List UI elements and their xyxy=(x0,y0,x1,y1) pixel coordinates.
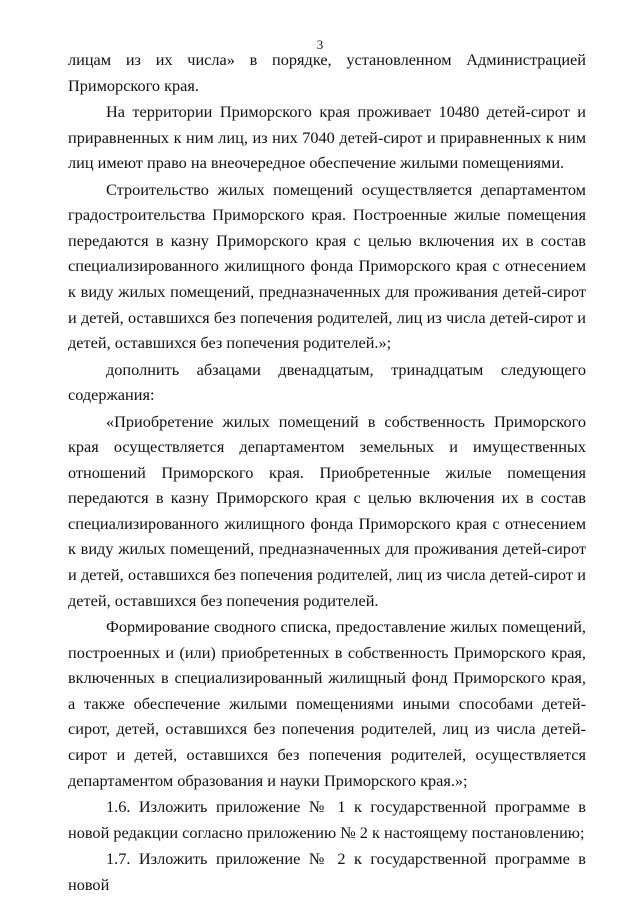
paragraph-list-formation: Формирование сводного списка, предоставление жилых помещений, построенных и (или) приобретенных в собственность Приморского края, включенных в специализированный жилищный фонд Приморского края, а также обеспечение жилыми помещениями иными способами детей-сирот, детей, оставшихся без попечения родителей, лиц из числа детей-сирот и детей, оставшихся без попечения родителей, осуществляется департаментом образования и науки Приморского края.»; xyxy=(68,617,586,790)
paragraph-item-1-6: 1.6. Изложить приложение № 1 к государственной программе в новой редакции согласно приложению № 2 к настоящему постановлению; xyxy=(68,797,586,842)
document-body xyxy=(68,47,586,898)
paragraph-continuation: лицам из их числа» в порядке, установленном Администрацией Приморского края. xyxy=(68,50,586,95)
page-number: 3 xyxy=(316,37,324,52)
paragraph-item-1-7: 1.7. Изложить приложение № 2 к государственной программе в новой xyxy=(68,848,586,894)
paragraph-construction: Строительство жилых помещений осуществляется департаментом градостроительства Приморского края. Построенные жилые помещения передаются в казну Приморского края с целью включения их в состав специализированного жилищного фонда Приморского края с отнесением к виду жилых помещений, предназначенных для проживания детей-сирот и детей, оставшихся без попечения родителей, лиц из числа детей-сирот и детей, оставшихся без попечения родителей.»; xyxy=(68,179,586,353)
paragraph-amend-instruction: дополнить абзацами двенадцатым, тринадцатым следующего содержания: xyxy=(68,359,586,405)
paragraph-orphans-count: На территории Приморского края проживает 10480 детей-сирот и приравненных к ним лиц, из них 7040 детей-сирот и приравненных к ним лиц имеют право на внеочередное обеспечение жилыми помещениями. xyxy=(68,101,586,173)
paragraph-acquisition: «Приобретение жилых помещений в собственность Приморского края осуществляется департаментом земельных и имущественных отношений Приморского края. Приобретенные жилые помещения передаются в казну Приморского края с целью включения их в состав специализированного жилищного фонда Приморского края с отнесением к виду жилых помещений, предназначенных для проживания детей-сирот и детей, оставшихся без попечения родителей, лиц из числа детей-сирот и детей, оставшихся без попечения родителей. xyxy=(68,411,586,610)
